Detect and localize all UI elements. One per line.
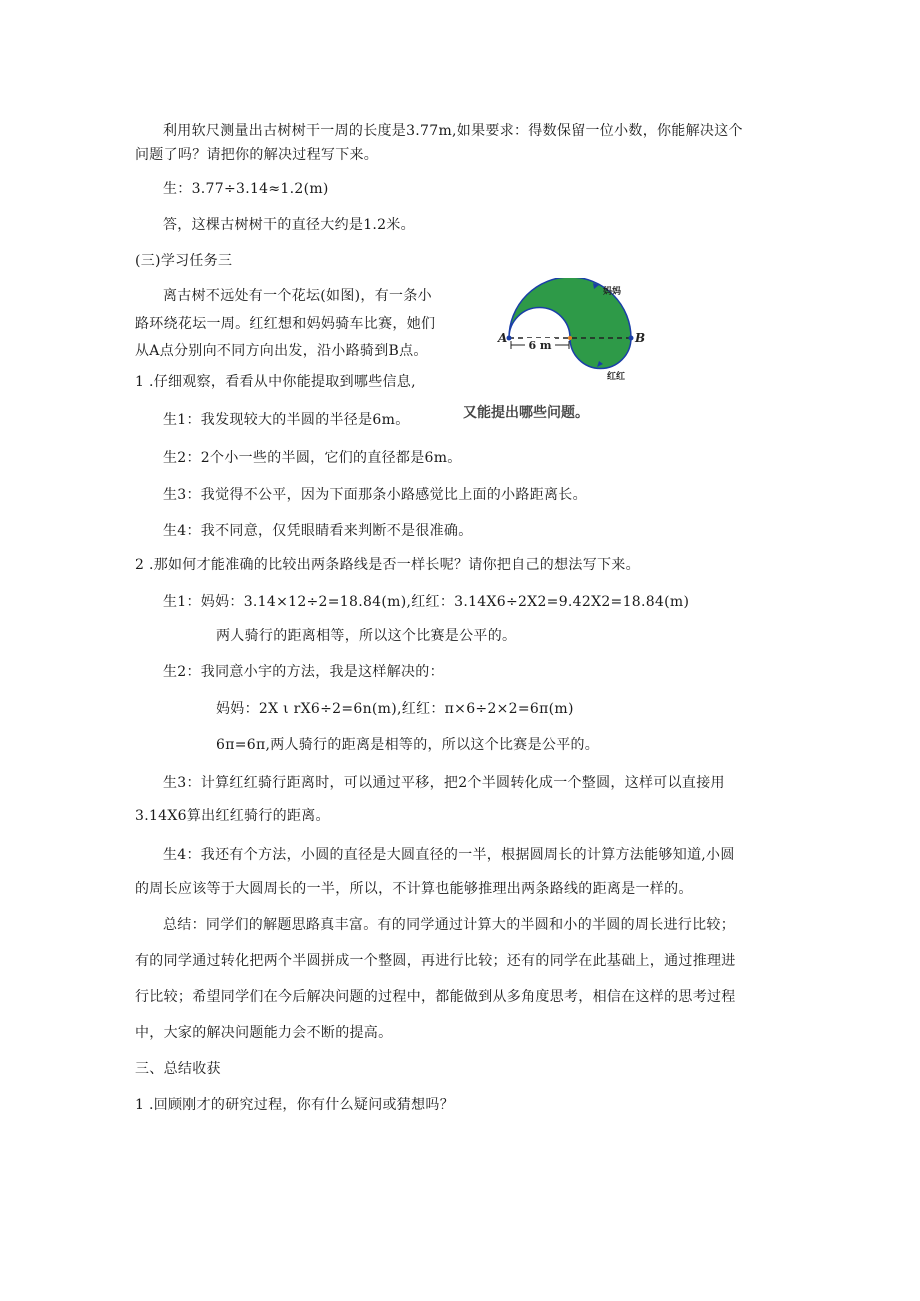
paragraph-line: 答，这棵古树树干的直径大约是1.2米。 [163, 217, 415, 233]
paragraph-line: 的周长应该等于大圆周长的一半，所以，不计算也能够推理出两条路线的距离是一样的。 [135, 881, 693, 897]
label-mama: 妈妈 [603, 287, 622, 297]
student-answer: 生1：我发现较大的半圆的半径是6m。 [163, 412, 410, 428]
summary-line: 行比较；希望同学们在今后解决问题的过程中，都能做到从多角度思考，相信在这样的思考过程 [135, 989, 736, 1005]
paragraph-line: 利用软尺测量出古树树干一周的长度是3.77m,如果要求：得数保留一位小数，你能解决这个 [163, 123, 743, 139]
student-answer: 生4：我还有个方法，小圆的直径是大圆直径的一半，根据圆周长的计算方法能够知道,小圆 [163, 847, 735, 863]
formula-line: 妈妈：2X ι rX6÷2=6n(m),红红：π×6÷2×2=6π(m) [216, 701, 574, 717]
flowerbed-figure [495, 278, 655, 388]
section-heading: (三)学习任务三 [135, 253, 233, 269]
paragraph-line: 问题了吗？请把你的解决过程写下来。 [135, 147, 379, 163]
summary-line: 有的同学通过转化把两个半圆拼成一个整圆，再进行比较；还有的同学在此基础上，通过推理进 [135, 953, 736, 969]
paragraph-line: 离古树不远处有一个花坛(如图)，有一条小 [163, 288, 432, 304]
summary-line: 总结：同学们的解题思路真丰富。有的同学通过计算大的半圆和小的半圆的周长进行比较； [163, 917, 735, 933]
point-b-dot [629, 336, 634, 341]
figure-caption: 又能提出哪些问题。 [463, 405, 589, 421]
point-a-label: A [498, 331, 508, 345]
student-answer: 生1：妈妈：3.14×12÷2=18.84(m),红红：3.14X6÷2X2=9.42X2=18.84(m) [163, 594, 690, 610]
point-b-label: B [635, 331, 646, 345]
formula-line: 6π=6π,两人骑行的距离是相等的，所以这个比赛是公平的。 [216, 737, 600, 753]
paragraph-line: 两人骑行的距离相等，所以这个比赛是公平的。 [216, 628, 517, 644]
section-heading: 三、总结收获 [135, 1061, 221, 1077]
student-answer: 生4：我不同意，仅凭眼睛看来判断不是很准确。 [163, 523, 473, 539]
paragraph-line: 生：3.77÷3.14≈1.2(m) [163, 181, 329, 197]
student-answer: 生3：计算红红骑行距离时，可以通过平移，把2个半圆转化成一个整圆，这样可以直接用 [163, 775, 725, 791]
label-honghong: 红红 [607, 372, 626, 382]
summary-line: 中，大家的解决问题能力会不断的提高。 [135, 1025, 393, 1041]
numbered-item: 2 .那如何才能准确的比较出两条路线是否一样长呢？请你把自己的想法写下来。 [135, 557, 640, 573]
center-dot [568, 336, 572, 340]
dimension-label: 6 m [528, 339, 552, 352]
paragraph-line: 从A点分别向不同方向出发，沿小路骑到B点。 [135, 343, 428, 359]
student-answer: 生3：我觉得不公平，因为下面那条小路感觉比上面的小路距离长。 [163, 487, 587, 503]
flowerbed-diagram [495, 278, 655, 388]
paragraph-line: 3.14X6算出红红骑行的距离。 [135, 808, 330, 824]
student-answer: 生2：2个小一些的半圆，它们的直径都是6m。 [163, 450, 462, 466]
numbered-item: 1 .仔细观察，看看从中你能提取到哪些信息, [135, 374, 416, 390]
paragraph-line: 路环绕花坛一周。红红想和妈妈骑车比赛，她们 [135, 316, 436, 332]
numbered-item: 1 .回顾刚才的研究过程，你有什么疑问或猜想吗？ [135, 1097, 455, 1113]
student-answer: 生2：我同意小宇的方法，我是这样解决的： [163, 664, 444, 680]
